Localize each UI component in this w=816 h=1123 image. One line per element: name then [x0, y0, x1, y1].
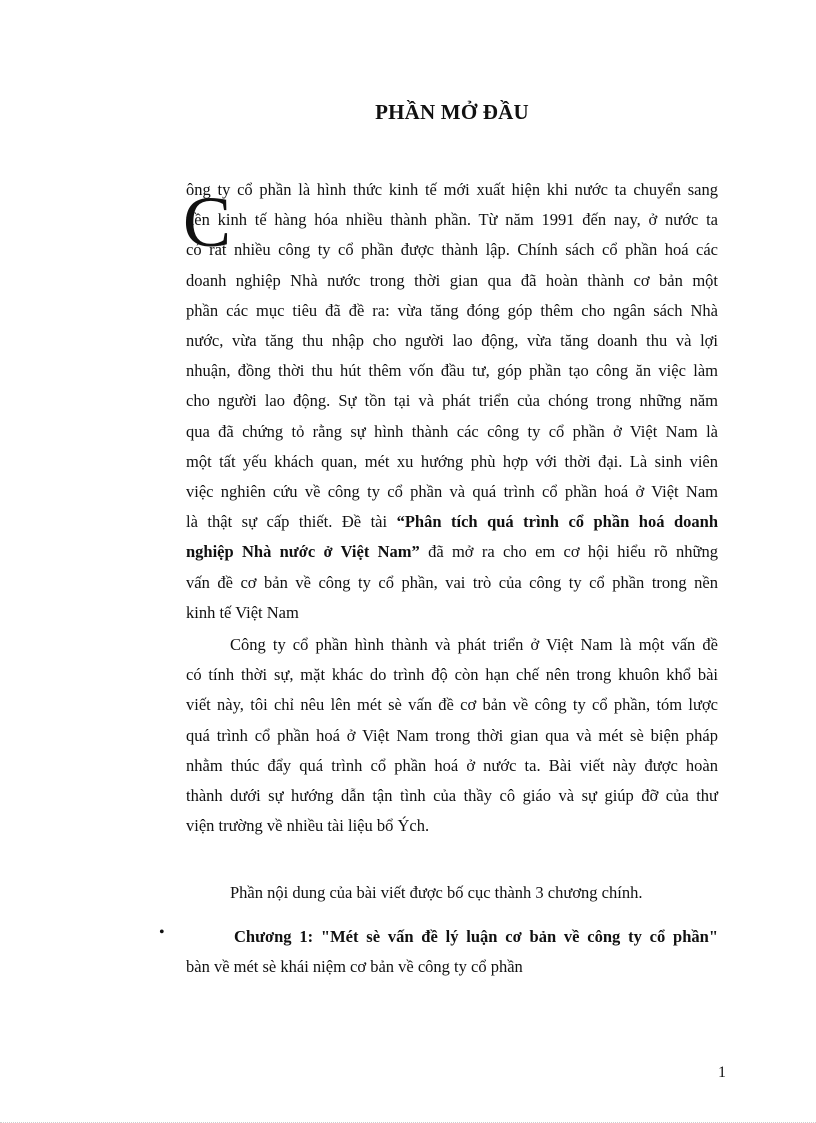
structure-paragraph — [186, 878, 718, 908]
intro-paragraph — [186, 175, 718, 628]
text-line: có rất nhiều công ty cổ phần được thành lập. Chính sách cổ phần hoá các — [186, 240, 718, 260]
text-line: nhằm thúc đẩy quá trình cổ phần hoá ở nước ta. Bài viết này được hoàn — [186, 755, 718, 775]
text-run: là thật sự cấp thiết. Đề tài — [186, 512, 397, 532]
text-line: bàn về mét sè khái niệm cơ bản về công ty cổ phần — [186, 957, 523, 977]
text-line: qua đã chứng tỏ rằng sự hình thành các công ty cổ phần ở Việt Nam là — [186, 421, 718, 441]
chapter-list-item — [186, 922, 718, 982]
text-line: có tính thời sự, mặt khác do trình độ còn hạn chế nên trong khuôn khổ bài — [186, 665, 718, 685]
text-line: nhuận, đồng thời thu hút thêm vốn đầu tư, góp phần tạo công ăn việc làm — [186, 361, 718, 381]
text-run: đã mở ra cho em cơ hội hiểu rõ những — [419, 542, 718, 562]
text-line — [186, 537, 718, 567]
text-line: viết này, tôi chỉ nêu lên mét sè vấn đề cơ bản về công ty cổ phần, tóm lược — [186, 695, 718, 715]
text-line: quá trình cổ phần hoá ở Việt Nam trong thời gian qua và mét sè biện pháp — [186, 725, 718, 745]
text-line: vấn đề cơ bản về công ty cổ phần, vai trò của công ty cổ phần trong nền — [186, 572, 718, 592]
text-line: viện trường về nhiều tài liệu bổ Ých. — [186, 816, 430, 836]
text-line: cho người lao động. Sự tồn tại và phát triển của chóng trong những năm — [186, 391, 718, 411]
text-line: phần các mục tiêu đã đề ra: vừa tăng đóng góp thêm cho ngân sách Nhà — [186, 300, 718, 320]
page-title: PHẦN MỞ ĐẦU — [375, 100, 529, 124]
drop-cap-letter: C — [183, 182, 232, 262]
thesis-title-bold: nghiệp Nhà nước ở Việt Nam” — [186, 542, 420, 562]
text-line: thành dưới sự hướng dẫn tận tình của thầy cô giáo và sự giúp đỡ của thư — [186, 786, 718, 806]
chapter-title-bold: Chương 1: "Mét sè vấn đề lý luận cơ bản về công ty cổ phần" — [234, 927, 718, 946]
text-line: nền kinh tế hàng hóa nhiều thành phần. Từ năm 1991 đến nay, ở nước ta — [186, 210, 718, 230]
page-number: 1 — [718, 1064, 726, 1081]
text-line: Phần nội dung của bài viết được bố cục thành 3 chương chính. — [230, 883, 643, 902]
text-line — [186, 922, 718, 952]
text-line: việc nghiên cứu về công ty cổ phần và quá trình cổ phần hoá ở Việt Nam — [186, 482, 718, 502]
text-line: doanh nghiệp Nhà nước trong thời gian qua đã hoàn thành cơ bản một — [186, 270, 718, 290]
text-line: kinh tế Việt Nam — [186, 602, 299, 622]
thesis-title-bold: “Phân tích quá trình cổ phần hoá doanh — [396, 512, 718, 532]
text-line: ông ty cổ phần là hình thức kinh tế mới xuất hiện khi nước ta chuyển sang — [186, 180, 718, 199]
text-line — [186, 507, 718, 537]
text-line: nước, vừa tăng thu nhập cho người lao động, vừa tăng doanh thu và lợi — [186, 331, 718, 351]
bullet-icon: • — [159, 924, 165, 941]
second-paragraph — [186, 630, 718, 841]
text-line: Công ty cổ phần hình thành và phát triển ở Việt Nam là một vấn đề — [230, 635, 718, 654]
text-line: một tất yếu khách quan, mét xu hướng phù hợp với thời đại. Là sinh viên — [186, 451, 718, 471]
